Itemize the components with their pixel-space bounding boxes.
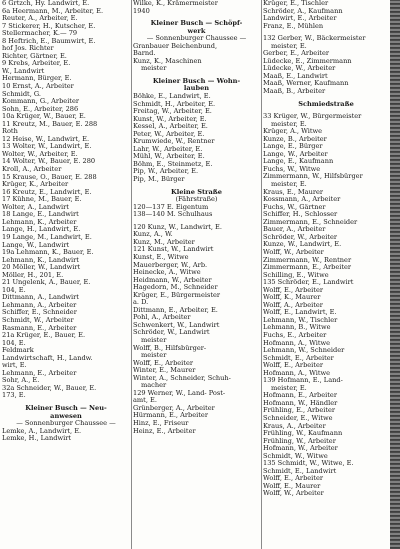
directory-entry: Lange, W., Landwirt xyxy=(2,240,70,249)
directory-entry: Pip, M., Bürger xyxy=(133,175,185,184)
directory-entry: Lehmann, W., Tischler xyxy=(263,315,338,324)
directory-entry: Gerber, E., Arbeiter xyxy=(263,49,330,58)
street-heading: Kleiner Busch — Wohn- xyxy=(152,76,241,85)
directory-entry: Schmidt, W., Witwe xyxy=(263,451,328,460)
directory-entry: Peter, W., Arbeiter, E. xyxy=(133,129,205,138)
directory-entry: Wolff, E., Arbeiter xyxy=(133,358,193,367)
directory-entry: Kunze, B., Arbeiter xyxy=(263,134,327,143)
directory-entry: Hofmann, A., Witwe xyxy=(263,368,331,377)
street-heading: Kleiner Busch — Schöpf- xyxy=(150,19,243,28)
directory-entry: Roth xyxy=(2,127,18,136)
directory-entry: — Sonnenburger Chaussee — xyxy=(16,419,116,428)
directory-entry: Hofmann, W., Arbeiter xyxy=(263,444,338,453)
directory-entry: 132 Gerber, W., Bäckermeister xyxy=(263,34,366,43)
directory-entry: Lehmann, E., Arbeiter xyxy=(2,368,77,377)
directory-entry: Lange, E., Bürger xyxy=(263,142,323,151)
directory-entry: meister xyxy=(141,351,167,360)
directory-entry: Hürmann, E., Arbeiter xyxy=(133,411,208,420)
directory-entry: Schröder, W., Landwirt xyxy=(133,328,210,337)
directory-entry: 138—140 M. Schulhaus xyxy=(133,210,213,219)
directory-entry: Wilke, K., Krämermeister xyxy=(133,0,218,7)
directory-entry: Lüdecke, W., Arbeiter xyxy=(263,64,336,73)
directory-entry: 104, E. xyxy=(2,285,26,294)
directory-entry: Lüdecke, E., Zimmermann xyxy=(263,56,352,65)
directory-entry: Fuchs, W., Gärtner xyxy=(263,202,326,211)
directory-entry: Freitag, W., Arbeiter, E. xyxy=(133,107,212,116)
directory-entry: Schiffer, H., Schlosser xyxy=(263,210,338,219)
directory-entry: Bauer, A., Arbeiter xyxy=(263,225,326,234)
directory-entry: Krüger, A., Witwe xyxy=(263,127,323,136)
directory-column-2 xyxy=(133,0,260,435)
directory-entry: Sohr, A., E. xyxy=(2,376,40,385)
directory-entry: macher xyxy=(141,381,167,390)
directory-entry: Frühling, W., Arbeiter xyxy=(263,436,336,445)
directory-entry: Heidmann, W., Arbeiter xyxy=(133,275,212,284)
directory-entry: Böhm, E., Steinmetz, E. xyxy=(133,159,213,168)
directory-entry: Franz, E., Mühlen xyxy=(263,21,324,30)
directory-entry: Schilling, E., Witwe xyxy=(263,270,329,279)
directory-entry: Wolff, E., Arbeiter xyxy=(263,361,323,370)
directory-column-1 xyxy=(2,0,130,443)
directory-entry: Lange, E., Kaufmann xyxy=(263,157,334,166)
directory-entry: Wolter, A., Landwirt xyxy=(2,202,69,211)
directory-entry: amt, E. xyxy=(133,396,157,405)
directory-entry: Lange, H., Landwirt, E. xyxy=(2,225,81,234)
directory-entry: Krüger, E., Tischler xyxy=(263,0,329,7)
directory-entry: 11 Kreutz, M., Bauer, E. 288 xyxy=(2,119,98,128)
directory-entry: 10 Ernst, A., Arbeiter xyxy=(2,82,74,91)
directory-entry: 13 Wolter, W., Landwirt, E. xyxy=(2,142,92,151)
directory-entry: Lehmann, K., Arbeiter xyxy=(2,217,77,226)
directory-column-3 xyxy=(263,0,389,498)
directory-entry: 139 Hofmann, E., Land- xyxy=(263,376,343,385)
directory-entry: — Sonnenburger Chaussee — xyxy=(146,34,247,43)
directory-entry: 32a Schneider, W., Bauer, E. xyxy=(2,383,97,392)
street-heading: Schmiedstraße xyxy=(298,99,354,108)
directory-entry: a. D. xyxy=(133,298,149,307)
directory-entry: Dittmann, A., Landwirt xyxy=(2,293,79,302)
directory-entry: Grünberger, A., Arbeiter xyxy=(133,403,215,412)
directory-entry: Pohl, A., Arbeiter xyxy=(133,313,191,322)
directory-entry: W., Landwirt xyxy=(2,66,45,75)
directory-entry: Kunz, M., Arbeiter xyxy=(133,237,195,246)
directory-entry: Hermann, Bürger, E. xyxy=(2,74,72,83)
directory-entry: Kunst, W., Arbeiter, E. xyxy=(133,114,207,123)
directory-entry: Heinecke, A., Witwe xyxy=(133,268,201,277)
directory-entry: Schmidt, W., Arbeiter xyxy=(2,315,74,324)
directory-entry: Wolff, W., Arbeiter xyxy=(263,247,324,256)
street-heading: Kleine Straße xyxy=(171,187,222,196)
directory-entry: Wolff, E., Arbeiter xyxy=(263,285,323,294)
directory-entry: 1940 xyxy=(133,6,150,15)
street-heading: anwesen xyxy=(50,411,82,420)
directory-entry: Landwirt, E., Arbeiter xyxy=(263,14,337,23)
directory-entry: Fuchs, W., Witwe xyxy=(263,164,321,173)
directory-entry: Mühl, W., Arbeiter, E. xyxy=(133,152,205,161)
directory-entry: 16 Kreutz, E., Landwirt, E. xyxy=(2,187,92,196)
directory-entry: Wolff, B., Hilfsbürger- xyxy=(133,343,207,352)
directory-entry: Landwirtschaft, H., Landw. xyxy=(2,353,93,362)
directory-entry: Heinz, E., Arbeiter xyxy=(133,426,196,435)
directory-entry: 20 Möller, W., Landwirt xyxy=(2,263,81,272)
directory-entry: Winter, A., Schneider, Schuh- xyxy=(133,373,231,382)
directory-entry: Wolff, E., Landwirt, E. xyxy=(263,308,337,317)
column-divider xyxy=(261,0,262,549)
directory-entry: Krüger, E., Bürgermeister xyxy=(133,290,221,299)
directory-entry: 6a Heermann, M., Arbeiter, E. xyxy=(2,6,104,15)
directory-entry: Möller, H., 201, E. xyxy=(2,270,64,279)
directory-entry: Maaß, Werner, Kaufmann xyxy=(263,79,349,88)
directory-entry: Kunst, E., Witwe xyxy=(133,252,189,261)
directory-entry: Rasmann, E., Arbeiter xyxy=(2,323,77,332)
directory-entry: 21a Krüger, E., Bauer, E. xyxy=(2,331,86,340)
directory-entry: meister, E. xyxy=(271,41,307,50)
directory-entry: meister, E. xyxy=(271,119,307,128)
directory-entry: 8 Heftrich, E., Baumwirt, E. xyxy=(2,36,96,45)
directory-entry: Wolff, W., Arbeiter xyxy=(263,489,324,498)
directory-entry: 120—137 E. Eigentum xyxy=(133,202,209,211)
directory-entry: Sohn, E., Arbeiter, 286 xyxy=(2,104,79,113)
directory-entry: Zimmermann, E., Schneider xyxy=(263,217,358,226)
directory-entry: 21 Ungelenk, A., Bauer, E. xyxy=(2,278,91,287)
directory-entry: (Fährstraße) xyxy=(175,195,218,204)
directory-entry: Schmidt, E., Arbeiter xyxy=(263,353,334,362)
directory-entry: Hofmann, E., Arbeiter xyxy=(263,391,337,400)
directory-entry: Hagedorn, M., Schneider xyxy=(133,283,218,292)
directory-entry: meister, E. xyxy=(271,180,307,189)
directory-entry: 19 Lange, M., Landwirt, E. xyxy=(2,232,92,241)
directory-entry: Pip, W., Arbeiter, E. xyxy=(133,167,199,176)
directory-entry: 135 Schmidt, W., Witwe, E. xyxy=(263,459,354,468)
directory-entry: Feldmark xyxy=(2,346,34,355)
directory-entry: Schröder, W., Arbeiter xyxy=(263,232,338,241)
directory-entry: Lehmann, K., Landwirt xyxy=(2,255,79,264)
directory-entry: Kunze, W., Landwirt, E. xyxy=(263,240,342,249)
directory-entry: Frühling, E., Arbeiter xyxy=(263,406,336,415)
directory-entry: wirt, E. xyxy=(2,361,27,370)
directory-entry: meister xyxy=(141,335,167,344)
directory-entry: Zimmermann, E., Arbeiter xyxy=(263,263,352,272)
directory-entry: 15 Krause, O., Bauer, E. 288 xyxy=(2,172,97,181)
directory-entry: Schmidt, E., Landwirt xyxy=(263,466,337,475)
directory-entry: 19a Lehmann, K., Bauer, E. xyxy=(2,248,94,257)
directory-entry: Schmidt, H., Arbeiter, E. xyxy=(133,99,216,108)
column-divider xyxy=(131,0,132,549)
directory-entry: Richter, Gärtner, E. xyxy=(2,51,67,60)
directory-entry: 135 Schröder, E., Landwirt xyxy=(263,278,354,287)
directory-entry: Lehmann, B., Witwe xyxy=(263,323,331,332)
directory-entry: Reuter, A., Arbeiter, E. xyxy=(2,14,78,23)
directory-entry: Lehmann, W., Schneider xyxy=(263,346,345,355)
directory-entry: Wolff, E., Arbeiter xyxy=(263,474,323,483)
directory-entry: Dittmann, E., Arbeiter, E. xyxy=(133,305,218,314)
directory-entry: meister, E. xyxy=(271,383,307,392)
directory-entry: 18 Lange, E., Landwirt xyxy=(2,210,79,219)
directory-entry: Kossmann, A., Arbeiter xyxy=(263,195,341,204)
directory-entry: Wolff, A., Arbeiter xyxy=(263,300,323,309)
street-heading: lauben xyxy=(183,84,210,93)
directory-entry: Krüger, K., Arbeiter xyxy=(2,180,69,189)
directory-entry: Kessel, A., Arbeiter, E. xyxy=(133,122,208,131)
directory-entry: Hinz, E., Friseur xyxy=(133,418,189,427)
directory-entry: 173, E. xyxy=(2,391,26,400)
directory-entry: 14 Wolter, W., Bauer, E. 280 xyxy=(2,157,96,166)
directory-entry: Kroll, A., Arbeiter xyxy=(2,165,62,174)
directory-entry: Schmidt, G. xyxy=(2,89,42,98)
directory-entry: 120 Kunz, W., Landwirt, E. xyxy=(133,222,222,231)
directory-entry: Frühling, W., Kaufmann xyxy=(263,429,343,438)
directory-entry: Hofmann, A., Witwe xyxy=(263,338,331,347)
directory-entry: Maaß, E., Landwirt xyxy=(263,71,328,80)
directory-entry: Lemke, A., Landwirt, E. xyxy=(2,426,82,435)
directory-entry: Barnd. xyxy=(133,49,156,58)
directory-entry: Lehmann, A., Arbeiter xyxy=(2,300,77,309)
street-heading: werk xyxy=(187,26,206,35)
directory-entry: 6 Grtzch, Hy. Landwirt, E. xyxy=(2,0,90,7)
street-heading: Kleiner Busch — Neu- xyxy=(25,403,107,412)
directory-entry: Lange, W., Arbeiter xyxy=(263,149,328,158)
directory-entry: Zimmermann, W., Hilfsbürger xyxy=(263,172,363,181)
directory-entry: Zimmermann, W., Rentner xyxy=(263,255,352,264)
directory-entry: Wolff, E., Maurer xyxy=(263,481,321,490)
directory-entry: Schröder, A., Kaufmann xyxy=(263,6,343,15)
directory-entry: Lemke, H., Landwirt xyxy=(2,434,71,443)
scan-edge-shadow xyxy=(390,0,400,549)
directory-entry: Wolff, K., Maurer xyxy=(263,293,321,302)
directory-entry: Mauerberger, W., Arb. xyxy=(133,260,208,269)
directory-entry: Stellermacher, K.— 79 xyxy=(2,29,78,38)
directory-entry: 17 Kühne, M., Bauer, E. xyxy=(2,195,82,204)
directory-entry: 10a Krüger, W., Bauer, E. xyxy=(2,112,86,121)
directory-entry: Kraus, A., Arbeiter xyxy=(263,421,326,430)
directory-entry: Wolter, W., Arbeiter, E. xyxy=(2,149,78,158)
directory-entry: Granbauer Beichenbund, xyxy=(133,41,218,50)
directory-entry: Winter, E., Maurer xyxy=(133,366,196,375)
directory-entry: hof Jos. Richter xyxy=(2,44,54,53)
directory-entry: Kommann, G., Arbeiter xyxy=(2,97,80,106)
directory-entry: Kunz, A., W. xyxy=(133,230,173,239)
directory-entry: 7 Stickerer, H., Kutscher, E. xyxy=(2,21,96,30)
directory-entry: Schwenkert, W., Landwirt xyxy=(133,320,220,329)
directory-entry: 121 Kunst, W., Landwirt xyxy=(133,245,214,254)
directory-entry: 104, E. xyxy=(2,338,26,347)
directory-entry: Krumwiede, W., Rentner xyxy=(133,137,215,146)
directory-entry: 129 Werner, W., Land- Post- xyxy=(133,388,226,397)
directory-entry: meister xyxy=(141,64,167,73)
directory-entry: 33 Krüger, W., Bürgermeister xyxy=(263,112,362,121)
directory-entry: Kraus, E., Maurer xyxy=(263,187,324,196)
directory-entry: Schneider, E., Witwe xyxy=(263,413,333,422)
directory-entry: Schiffer, E., Schneider xyxy=(2,308,77,317)
directory-entry: Fuchs, E., Arbeiter xyxy=(263,330,327,339)
directory-entry: 12 Heise, W., Landwirt, E. xyxy=(2,134,90,143)
directory-entry: Kunz, K., Maschinen xyxy=(133,56,202,65)
directory-entry: Hofmann, W., Händler xyxy=(263,398,338,407)
directory-entry: Böhke, E., Landwirt, E. xyxy=(133,92,211,101)
directory-entry: Lahr, W., Arbeiter, E. xyxy=(133,144,203,153)
directory-entry: Maaß, B., Arbeiter xyxy=(263,87,326,96)
directory-entry: 9 Krebs, Arbeiter, E. xyxy=(2,59,71,68)
